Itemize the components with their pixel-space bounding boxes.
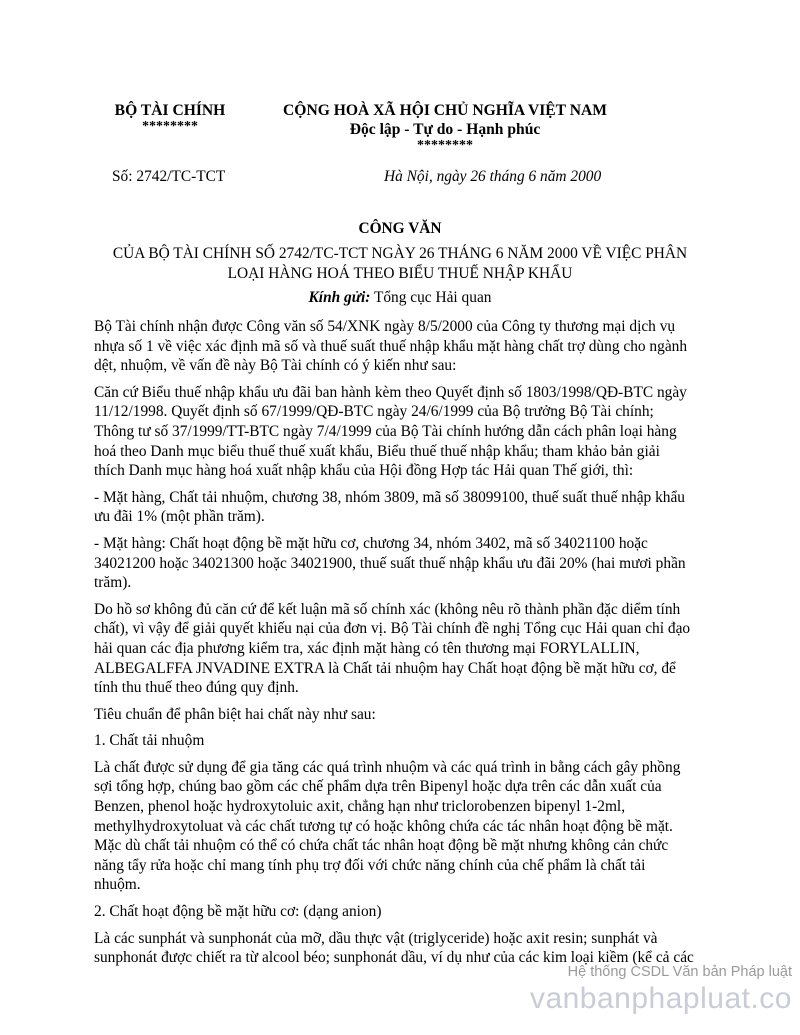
paragraph-line: năng tẩy rửa hoặc chỉ mang tính phụ trợ đối với chức năng chính của chế phẩm là chất tải [94,856,646,874]
national-motto: Độc lập - Tự do - Hạnh phúc [349,121,541,138]
paragraph-line: dệt, nhuộm, về vấn đề này Bộ Tài chính có ý kiến như sau: [94,357,457,375]
paragraph-line: Bộ Tài chính nhận được Công văn số 54/XNK ngày 8/5/2000 của Công ty thương mại dịch vụ [94,318,676,335]
paragraph-line: nhựa số 1 về việc xác định mã số và thuế suất thuế nhập khẩu mặt hàng chất trợ dùng cho ngành [94,337,688,355]
paragraph-line: 1. Chất tải nhuộm [94,732,205,750]
paragraph-line: hải quan các địa phương kiểm tra, xác định mặt hàng có tên thương mại FORYLALLIN, [94,639,640,657]
paragraph-line: hoá theo Danh mục biểu thuế thuế xuất khẩu, Biểu thuế thuế nhập khẩu; tham khảo bản giải [94,442,660,460]
paragraph-line: tính thu thuế theo đúng quy định. [94,679,299,697]
paragraph-line: Do hồ sơ không đủ căn cứ để kết luận mã số chính xác (không nêu rõ thành phần đặc diểm tính [94,600,681,618]
paragraph-line: Căn cứ Biểu thuế nhập khẩu ưu đãi ban hành kèm theo Quyết định số 1803/1998/QĐ-BTC ngày [94,383,687,401]
nation-name: CỘNG HOÀ XÃ HỘI CHỦ NGHĨA VIỆT NAM [283,102,607,119]
paragraph [94,902,706,922]
document-title: CÔNG VĂN [358,220,442,237]
paragraph-line: Mặc dù chất tải nhuộm có thể có chứa chất tác nhân hoạt động bề mặt nhưng không cản chức [94,837,669,855]
paragraph-line: trăm). [94,574,132,592]
subtitle-line: LOẠI HÀNG HOÁ THEO BIỂU THUẾ NHẬP KHẨU [227,265,573,282]
watermark-caption: Hệ thống CSDL Văn bản Pháp luật [567,964,792,980]
issuer-block [90,101,250,134]
recipient-name: Tổng cục Hải quan [373,289,492,306]
paragraph-line: thích Danh mục hàng hoá xuất nhập khẩu của Hội đồng Hợp tác Hải quan Thế giới, thì: [94,462,634,480]
paragraph-line: sợi tổng hợp, chúng bao gồm các chế phẩm dựa trên Bipenyl hoặc dựa trên các dẫn xuất của [94,778,662,796]
paragraph-line: nhuộm. [94,876,141,894]
motto-stars: ******** [417,138,473,153]
subtitle-line: CỦA BỘ TÀI CHÍNH SỐ 2742/TC-TCT NGÀY 26 THÁNG 6 NĂM 2000 VỀ VIỆC PHÂN [112,245,688,262]
paragraph-line: Thông tư số 37/1999/TT-BTC ngày 7/4/1999 của Bộ Tài chính hướng dẫn cách phân loại hàng [94,422,677,440]
paragraph-line: ALBEGALFFA JNVADINE EXTRA là Chất tải nhuộm hay Chất hoạt động bề mặt hữu cơ, để [94,659,676,677]
paragraph-line: Tiêu chuẩn để phân biệt hai chất này như sau: [94,705,376,723]
paragraph [94,758,706,895]
paragraph-line: Là chất được sử dụng để gia tăng các quá trình nhuộm và các quá trình in bằng cách gây phồng [94,758,681,776]
paragraph-line: 2. Chất hoạt động bề mặt hữu cơ: (dạng anion) [94,903,382,921]
document-number: Số: 2742/TC-TCT [112,168,226,185]
paragraph-line: Benzen, phenol hoặc hydroxytoluic axit, chẳng hạn như triclorobenzen bipenyl 1-2ml, [94,798,626,816]
paragraph-line: Là các sunphát và sunphonát của mỡ, dầu thực vật (triglyceride) hoặc axit resin; sunphát và [94,929,658,947]
paragraph [94,600,706,698]
paragraph-line: 34021200 hoặc 34021300 hoặc 34021900, thuế suất thuế nhập khẩu ưu đãi 20% (hai mươi phần [94,554,686,572]
place-date: Hà Nội, ngày 26 tháng 6 năm 2000 [384,168,602,185]
recipient-line [90,288,710,308]
watermark-site: vanbanphapluat.co [529,982,792,1015]
ministry-stars: ******** [142,119,198,134]
paragraph [94,317,706,376]
paragraph-line: sunphonát được chiết ra từ alcool béo; sunphonát dầu, ví dụ như của các kim loại kiềm (kể cả các [94,949,694,967]
recipient-label: Kính gửi: [308,289,371,306]
watermark [530,963,792,1017]
paragraph-line: - Mặt hàng: Chất hoạt động bề mặt hữu cơ, chương 34, nhóm 3402, mã số 34021100 hoặc [94,534,648,552]
paragraph [94,534,706,593]
document-subtitle [90,244,710,284]
national-block [280,101,610,153]
paragraph [94,383,706,481]
document-body [94,317,706,975]
paragraph [94,929,706,968]
paragraph [94,705,706,725]
paragraph-line: chất), vì vậy để giải quyết khiếu nại của đơn vị. Bộ Tài chính đề nghị Tổng cục Hải quan chỉ đạo [94,620,691,638]
paragraph-line: methylhydroxytoluat và các chất tương tự có hoặc không chứa các tác nhân hoạt động bề mặt. [94,817,673,835]
paragraph [94,731,706,751]
paragraph [94,488,706,527]
ministry-name: BỘ TÀI CHÍNH [114,102,226,119]
document-header [90,101,710,161]
paragraph-line: - Mặt hàng, Chất tải nhuộm, chương 38, nhóm 3809, mã số 38099100, thuế suất thuế nhập khẩu [94,488,685,506]
paragraph-line: ưu đãi 1% (một phần trăm). [94,508,265,526]
paragraph-line: 11/12/1998. Quyết định số 67/1999/QĐ-BTC ngày 24/6/1999 của Bộ trưởng Bộ Tài chính; [94,403,654,421]
